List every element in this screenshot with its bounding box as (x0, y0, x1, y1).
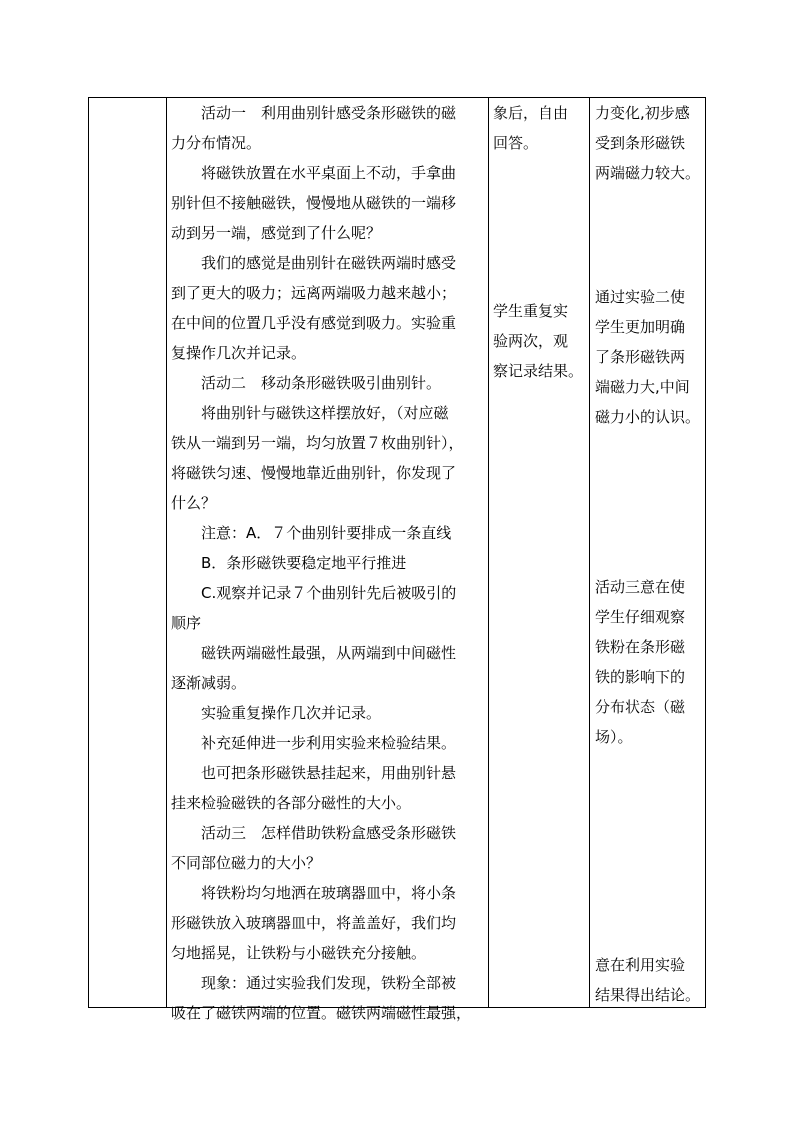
activity-line: 活动三 怎样借助铁粉盒感受条形磁铁 (201, 824, 457, 842)
activity-line: 不同部位磁力的大小？ (171, 854, 322, 872)
student-block (493, 98, 568, 158)
activity-line: 力分布情况。 (171, 134, 262, 152)
intent-block (595, 572, 685, 752)
intent-line: 通过实验二使 (595, 288, 686, 306)
intent-line: 了条形磁铁两 (595, 348, 686, 366)
intent-line: 端磁力大,中间 (595, 378, 690, 396)
student-line: 验两次，观 (493, 332, 569, 350)
activity-line: 动到另一端，感觉到了什么呢？ (171, 224, 382, 242)
activity-line: 磁铁两端磁性最强，从两端到中间磁性 (201, 644, 457, 662)
activity-line: 将曲别针与磁铁这样摆放好，（对应磁 (201, 404, 449, 422)
activity-line: 活动一 利用曲别针感受条形磁铁的磁 (201, 104, 457, 122)
intent-line: 受到条形磁铁 (595, 134, 686, 152)
activity-line: 顺序 (171, 614, 202, 632)
activity-line: 现象：通过实验我们发现，铁粉全部被 (201, 974, 457, 992)
intent-line: 力变化,初步感 (595, 104, 690, 122)
intent-line: 结果得出结论。 (595, 986, 701, 1004)
activity-line: 活动二 移动条形磁铁吸引曲别针。 (201, 374, 442, 392)
intent-block (595, 98, 700, 188)
teacher-activity-column (171, 98, 483, 1028)
lesson-table (88, 97, 706, 1022)
intent-line: 学生仔细观察 (595, 608, 686, 626)
student-block (493, 296, 583, 386)
activity-line: 我们的感觉是曲别针在磁铁两端时感受 (201, 254, 457, 272)
intent-line: 意在利用实验 (595, 956, 686, 974)
activity-line: 复操作几次并记录。 (171, 344, 307, 362)
intent-line: 铁粉在条形磁 (595, 638, 686, 656)
activity-line: 别针但不接触磁铁，慢慢地从磁铁的一端移 (171, 194, 457, 212)
intent-line: 活动三意在使 (595, 578, 686, 596)
activity-line: B．条形磁铁要稳定地平行推进 (201, 554, 407, 572)
intent-line: 两端磁力较大。 (595, 164, 701, 182)
activity-line: 形磁铁放入玻璃器皿中，将盖盖好，我们均 (171, 914, 457, 932)
activity-line: 铁从一端到另一端，均匀放置７枚曲别针）， (171, 434, 464, 452)
activity-line: 也可把条形磁铁悬挂起来，用曲别针悬 (201, 764, 457, 782)
intent-line: 学生更加明确 (595, 318, 686, 336)
activity-line: 将铁粉均匀地洒在玻璃器皿中，将小条 (201, 884, 457, 902)
activity-line: 匀地摇晃，让铁粉与小磁铁充分接触。 (171, 944, 427, 962)
column-divider (166, 98, 167, 1007)
intent-line: 磁力小的认识。 (595, 408, 701, 426)
activity-line: 注意：A．７个曲别针要排成一条直线 (201, 524, 452, 542)
intent-block (595, 282, 700, 432)
intent-line: 铁的影响下的 (595, 668, 686, 686)
column-divider (488, 98, 489, 1007)
activity-line: 挂来检验磁铁的各部分磁性的大小。 (171, 794, 412, 812)
activity-line: 将磁铁匀速、慢慢地靠近曲别针，你发现了 (171, 464, 457, 482)
student-line: 察记录结果。 (493, 362, 584, 380)
student-line: 象后，自由 (493, 104, 569, 122)
student-line: 回答。 (493, 134, 539, 152)
activity-line: 在中间的位置几乎没有感觉到吸力。实验重 (171, 314, 457, 332)
column-divider (589, 98, 590, 1007)
activity-line: 实验重复操作几次并记录。 (201, 704, 382, 722)
activity-line: 到了更大的吸力；远离两端吸力越来越小； (171, 284, 457, 302)
activity-line: 吸在了磁铁两端的位置。磁铁两端磁性最强， (171, 1004, 472, 1022)
activity-line: C.观察并记录７个曲别针先后被吸引的 (201, 584, 457, 602)
activity-line: 补充延伸进一步利用实验来检验结果。 (201, 734, 457, 752)
activity-line: 逐渐减弱。 (171, 674, 247, 692)
student-line: 学生重复实 (493, 302, 569, 320)
activity-line: 将磁铁放置在水平桌面上不动，手拿曲 (201, 164, 457, 182)
intent-block (595, 950, 700, 1010)
intent-line: 分布状态（磁 (595, 698, 686, 716)
activity-line: 什么？ (171, 494, 217, 512)
intent-line: 场）。 (595, 728, 633, 746)
